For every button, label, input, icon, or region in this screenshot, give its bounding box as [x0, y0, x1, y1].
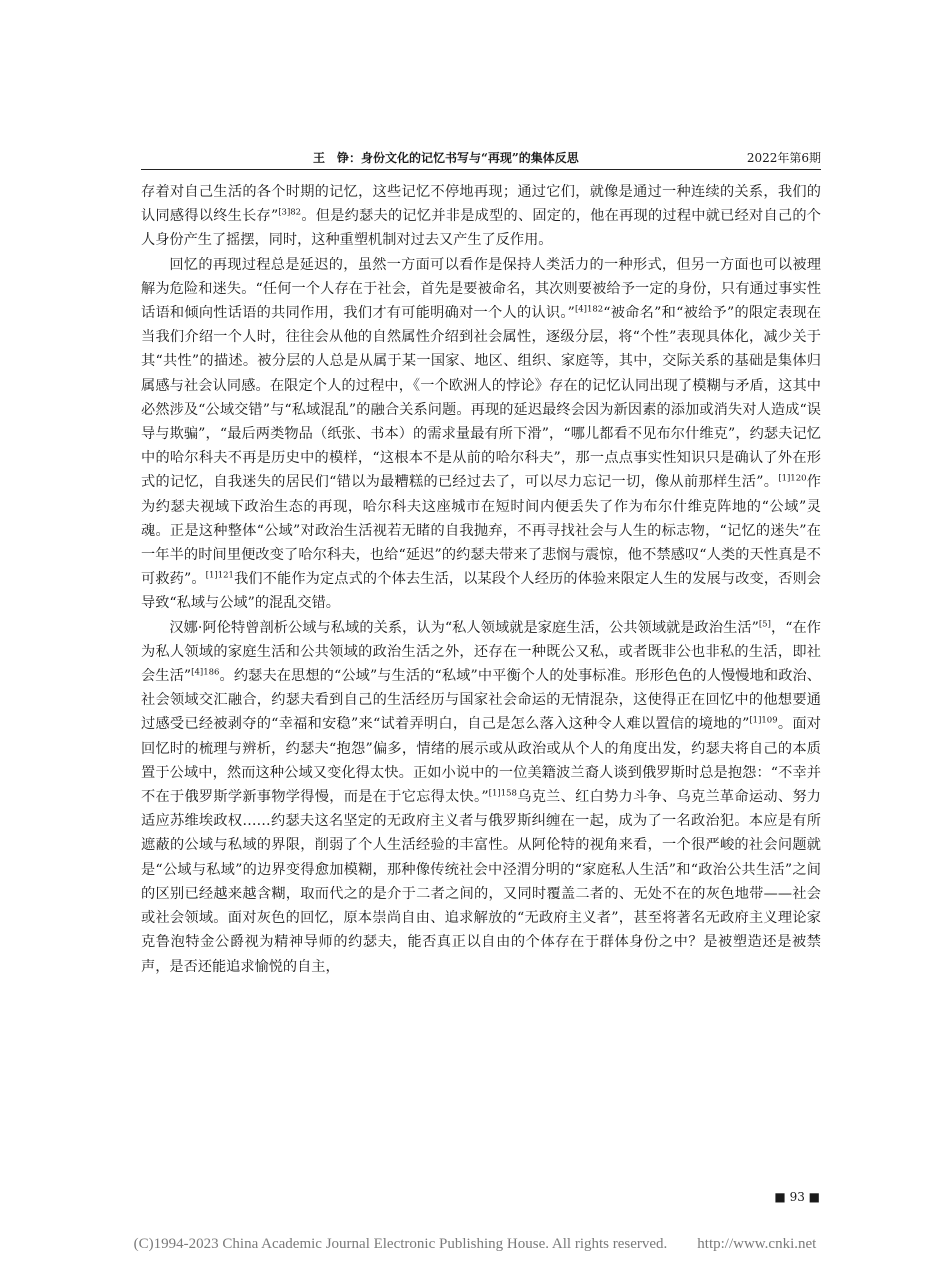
citation-marker: [4]182 [574, 304, 604, 315]
citation-marker: [1]121 [205, 570, 234, 581]
copyright-footer: (C)1994-2023 China Academic Journal Electronic Publishing House. All rights reserved. http://www.cnki.net [133, 1236, 817, 1252]
page-number: ■ 93 ■ [774, 1190, 820, 1204]
running-header [141, 148, 821, 168]
paragraph-continued: 存着对自己生活的各个时期的记忆，这些记忆不停地再现；通过它们，就像是通过一种连续的关系，我们的认同感得以终生长存”$^{[3]82}$。但是约瑟夫的记忆并非是成型的、固定的，他在再现的过程中就已经对自己的个人身份产生了摇摆，同时，这种重塑机制对过去又产生了反作用。 [141, 184, 821, 249]
citation-marker: [1]158 [488, 788, 517, 799]
citation-marker: [5] [758, 618, 771, 629]
paragraph: 回忆的再现过程总是延迟的，虽然一方面可以看作是保持人类活力的一种形式，但另一方面也可以被理解为危险和迷失。“任何一个人存在于社会，首先是要被命名，其次则要被给予一定的身份，只有通过事实性话语和倾向性话语的共同作用，我们才有可能明确对一个人的认识。”$^{[4]182}$“被命名”和“被给予”的限定表现在当我们介绍一个人时，往往会从他的自然属性介绍到社会属性，逐级分层，将“个性”表现具体化，减少关于其“共性”的描述。被分层的人总是从属于某一国家、地区、组织、家庭等，其中，交际关系的基础是集体归属感与社会认同感。在限定个人的过程中，《一个欧洲人的悖论》存在的记忆认同出现了模糊与矛盾，这其中必然涉及“公域交错”与“私域混乱”的融合关系问题。再现的延迟最终会因为新因素的添加或消失对人造成“误导与欺骗”，“最后两类物品（纸张、书本）的需求量最有所下滑”，“哪儿都看不见布尔什维克”，约瑟夫记忆中的哈尔科夫不再是历史中的模样，“这根本不是从前的哈尔科夫”，那一点点事实性知识只是确认了外在形式的记忆，自我迷失的居民们“错以为最糟糕的已经过去了，可以尽力忘记一切，像从前那样生活”。$^{[1]120}$作为约瑟夫视域下政治生态的再现，哈尔科夫这座城市在短时间内便丢失了作为布尔什维克阵地的“公域”灵魂。正是这种整体“公域”对政治生活视若无睹的自我抛弃，不再寻找社会与人生的标志物，“记忆的迷失”在一年半的时间里便改变了哈尔科夫，也给“延迟”的约瑟夫带来了悲悯与震惊，他不禁感叹“人类的天性真是不可救药”。$^{[1]121}$我们不能作为定点式的个体去生活，以某段个人经历的体验来限定人生的发展与改变，否则会导致“私域与公域”的混乱交错。 [141, 256, 822, 612]
article-running-title: 王 铮：身份文化的记忆书写与“再现”的集体反思 [313, 151, 579, 165]
citation-marker: [4]186 [191, 667, 220, 678]
issue-label: 2022年第6期 [746, 151, 821, 165]
citation-marker: [3]82 [278, 207, 302, 218]
citation-marker: [1]120 [778, 473, 807, 484]
article-body [141, 180, 821, 979]
header-rule [141, 169, 821, 170]
citation-marker: [1]109 [749, 715, 778, 726]
paragraph: 汉娜·阿伦特曾剖析公域与私域的关系，认为“私人领域就是家庭生活，公共领域就是政治生活”[5]，“在作为私人领域的家庭生活和公共领域的政治生活之外，还存在一种既公又私，或者既非公也非私的生活，即社会生活”$^{[4]186}$。约瑟夫在思想的“公域”与生活的“私域”中平衡个人的处事标准。形形色色的人慢慢地和政治、社会领域交汇融合，约瑟夫看到自己的生活经历与国家社会命运的无情混杂，这使得正在回忆中的他想要通过感受已经被剥夺的“幸福和安稳”来“试着弄明白，自己是怎么落入这种令人难以置信的境地的”$^{[1]109}$。面对回忆时的梳理与辨析，约瑟夫“抱怨”偏多，情绪的展示或从政治或从个人的角度出发，约瑟夫将自己的本质置于公域中，然而这种公域又变化得太快。正如小说中的一位美籍波兰裔人谈到俄罗斯时总是抱怨：“不幸并不在于俄罗斯学新事物学得慢，而是在于它忘得太快。”$^{[1]158}$乌克兰、红白势力斗争、乌克兰革命运动、努力适应苏维埃政权……约瑟夫这名坚定的无政府主义者与俄罗斯纠缠在一起，成为了一名政治犯。本应是有所遮蔽的公域与私域的界限，削弱了个人生活经验的丰富性。从阿伦特的视角来看，一个很严峻的社会问题就是“公域与私域”的边界变得愈加模糊，那种像传统社会中泾渭分明的“家庭私人生活”和“政治公共生活”之间的区别已经越来越含糊，取而代之的是介于二者之间的，又同时覆盖二者的、无处不在的灰色地带——社会或社会领域。面对灰色的回忆，原本崇尚自由、追求解放的“无政府主义者”，甚至将著名无政府主义理论家克鲁泡特金公爵视为精神导师的约瑟夫，能否真正以自由的个体存在于群体身份之中？是被塑造还是被禁声，是否还能追求愉悦的自主， [141, 618, 821, 975]
